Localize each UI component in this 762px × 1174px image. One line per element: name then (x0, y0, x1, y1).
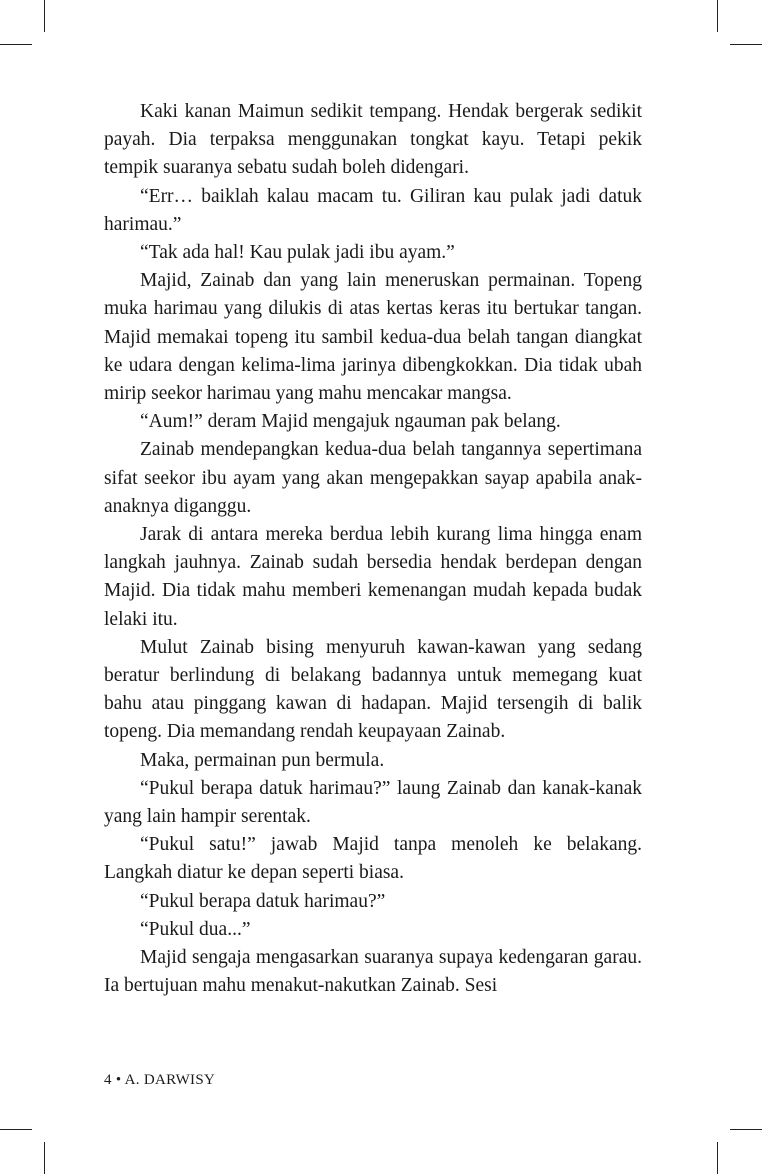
paragraph-6: Zainab mendepangkan kedua-dua belah tangannya sepertimana sifat seekor ibu ayam yang akan mengepakkan sayap apabila anak-anaknya diganggu. (104, 439, 642, 517)
paragraph-1: Kaki kanan Maimun sedikit tempang. Hendak bergerak sedikit payah. Dia terpaksa menggunakan tongkat kayu. Tetapi pekik tempik suaranya sebatu sudah boleh didengari. (104, 101, 642, 179)
paragraph-13: “Pukul dua...” (140, 918, 251, 940)
crop-mark-top-left-vertical (44, 0, 45, 32)
paragraph-9: Maka, permainan pun bermula. (140, 749, 385, 771)
page-body-text (104, 98, 642, 1001)
paragraph-5: “Aum!” deram Majid mengajuk ngauman pak belang. (140, 411, 561, 433)
paragraph-10: “Pukul berapa datuk harimau?” laung Zainab dan kanak-kanak yang lain hampir serentak. (104, 777, 642, 828)
paragraph-7: Jarak di antara mereka berdua lebih kurang lima hingga enam langkah jauhnya. Zainab sudah bersedia hendak berdepan dengan Majid. Dia tidak mahu memberi kemenangan mudah kepada budak lelaki itu. (104, 524, 642, 630)
crop-mark-bottom-right-horizontal (730, 1129, 762, 1130)
paragraph-4: Majid, Zainab dan yang lain meneruskan permainan. Topeng muka harimau yang dilukis di atas kertas keras itu bertukar tangan. Majid memakai topeng itu sambil kedua-dua belah tangan diangkat ke udara dengan kelima-lima jarinya dibengkokkan. Dia tidak ubah mirip seekor harimau yang mahu mencakar mangsa. (104, 270, 642, 405)
crop-mark-top-right-vertical (717, 0, 718, 32)
paragraph-11: “Pukul satu!” jawab Majid tanpa menoleh ke belakang. Langkah diatur ke depan seperti biasa. (104, 834, 642, 884)
page-footer: 4 • A. DARWISY (104, 1072, 216, 1088)
crop-mark-top-right-horizontal (730, 44, 762, 45)
paragraph-8: Mulut Zainab bising menyuruh kawan-kawan yang sedang beratur berlindung di belakang badannya untuk memegang kuat bahu atau pinggang kawan di hadapan. Majid tersengih di balik topeng. Dia memandang rendah keupayaan Zainab. (104, 636, 642, 743)
crop-mark-bottom-left-horizontal (0, 1129, 32, 1130)
paragraph-12: “Pukul berapa datuk harimau?” (140, 890, 386, 912)
crop-mark-bottom-right-vertical (717, 1142, 718, 1174)
crop-mark-bottom-left-vertical (44, 1142, 45, 1174)
crop-mark-top-left-horizontal (0, 44, 32, 45)
paragraph-14: Majid sengaja mengasarkan suaranya supaya kedengaran garau. Ia bertujuan mahu menakut-nakutkan Zainab. Sesi (104, 947, 642, 997)
paragraph-2: “Err… baiklah kalau macam tu. Giliran kau pulak jadi datuk harimau.” (104, 185, 642, 235)
paragraph-3: “Tak ada hal! Kau pulak jadi ibu ayam.” (140, 242, 455, 264)
